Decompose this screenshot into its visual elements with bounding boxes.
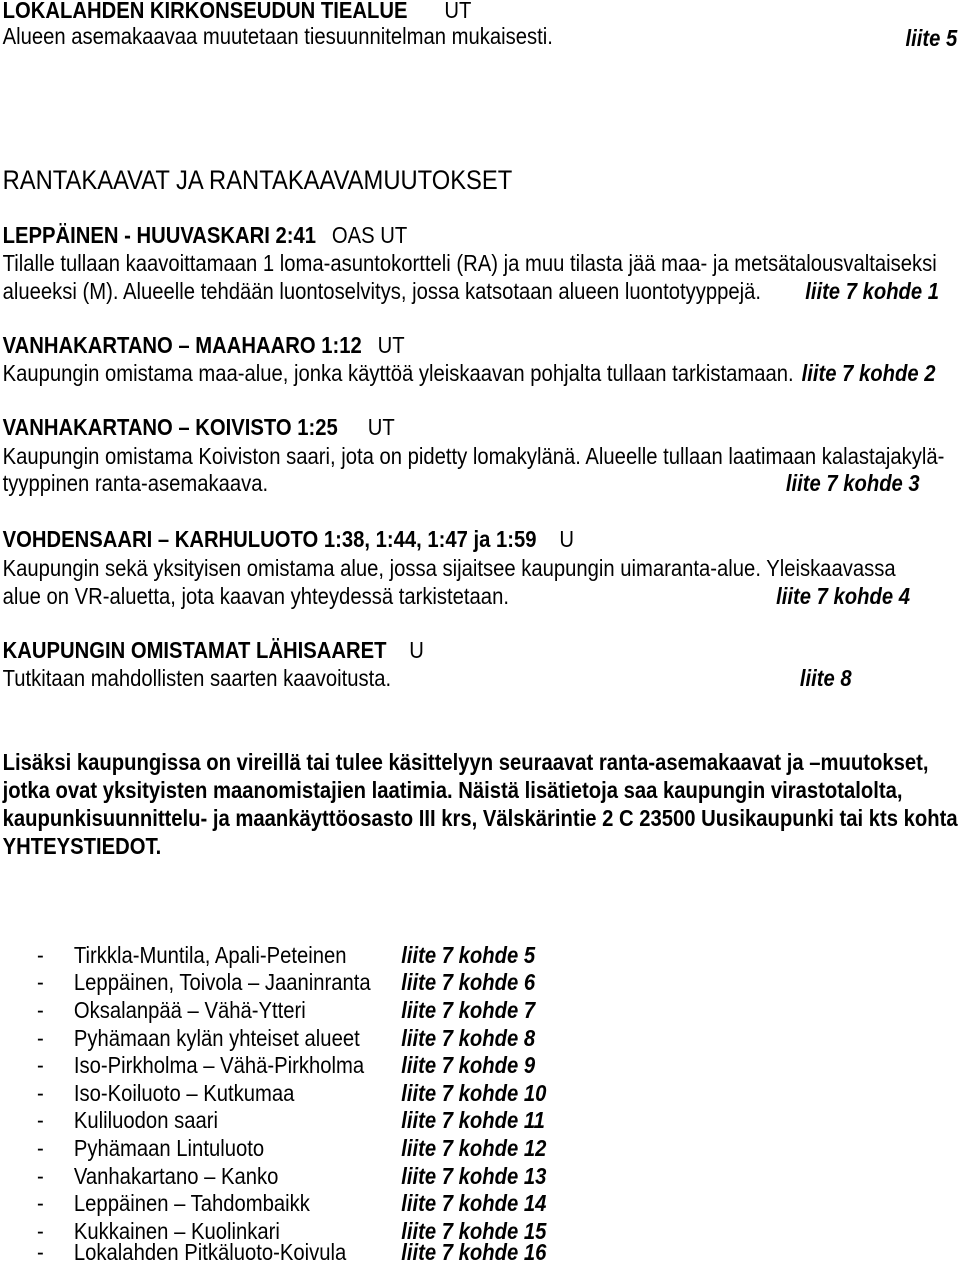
list-item-name: Tirkkla-Muntila, Apali-Peteinen [73, 942, 347, 968]
item-3-title-row [3, 414, 395, 441]
list-dash: - [36, 1218, 44, 1244]
list-item-name: Vanhakartano – Kanko [73, 1163, 279, 1189]
item-3-title: VANHAKARTANO – KOIVISTO 1:25 [2, 414, 338, 440]
list-item-ref: liite 7 kohde 14 [401, 1190, 547, 1216]
list-item-ref: liite 7 kohde 13 [401, 1163, 547, 1189]
item-1-line-2: alueeksi (M). Alueelle tehdään luontoselvitys, jossa katsotaan alueen luontotyyppejä. [2, 278, 761, 304]
item-4-ref: liite 7 kohde 4 [776, 583, 911, 609]
list-dash: - [36, 1080, 44, 1106]
list-dash: - [36, 942, 44, 968]
item-4-line-2: alue on VR-aluetta, jota kaavan yhteydessä tarkistetaan. [2, 583, 509, 609]
item-5-ref: liite 8 [799, 665, 852, 691]
list-dash: - [36, 1107, 44, 1133]
list-item-ref: liite 7 kohde 15 [401, 1218, 547, 1244]
note-line-1: Lisäksi kaupungissa on vireillä tai tulee käsittelyyn seuraavat ranta-asemakaavat ja –muutokset, [2, 749, 929, 775]
list-dash: - [36, 1135, 44, 1161]
note-line-4: YHTEYSTIEDOT. [2, 833, 162, 859]
list-item-name: Lokalahden Pitkäluoto-Koivula [73, 1239, 347, 1265]
item-1-line-1: Tilalle tullaan kaavoittamaan 1 loma-asuntokortteli (RA) ja muu tilasta jää maa- ja metsätalousvaltaiseksi [2, 250, 937, 276]
list-item-name: Pyhämaan kylän yhteiset alueet [73, 1025, 360, 1051]
item-2-ref: liite 7 kohde 2 [801, 360, 936, 386]
item-4-tag: U [559, 526, 575, 552]
list-dash: - [36, 1052, 44, 1078]
item-2-title: VANHAKARTANO – MAAHAARO 1:12 [2, 332, 362, 358]
list-dash: - [36, 1239, 44, 1265]
item-4-title-row [3, 526, 574, 553]
list-item-ref: liite 7 kohde 9 [401, 1052, 536, 1078]
item-4-title: VOHDENSAARI – KARHULUOTO 1:38, 1:44, 1:47 ja 1:59 [2, 526, 537, 552]
top-tag: UT [444, 0, 472, 23]
list-item-ref: liite 7 kohde 10 [401, 1080, 547, 1106]
list-dash: - [36, 1190, 44, 1216]
note-line-2: jotka ovat yksityisten maanomistajien laatimia. Näistä lisätietoja saa kaupungin virastotalolta, [2, 777, 903, 803]
list-item-ref: liite 7 kohde 16 [401, 1239, 547, 1265]
item-1-title-row [3, 222, 408, 249]
item-2-title-row [3, 332, 405, 359]
list-item-ref: liite 7 kohde 6 [401, 969, 536, 995]
item-5-line-1: Tutkitaan mahdollisten saarten kaavoitusta. [2, 665, 392, 691]
list-item-ref: liite 7 kohde 8 [401, 1025, 536, 1051]
item-5-title-row [3, 637, 424, 664]
list-item-name: Leppäinen, Toivola – Jaaninranta [73, 969, 371, 995]
list-item-name: Kukkainen – Kuolinkari [73, 1218, 280, 1244]
item-3-tag: UT [367, 414, 395, 440]
list-item-name: Oksalanpää – Vähä-Ytteri [73, 997, 306, 1023]
item-5-tag: U [409, 637, 424, 663]
item-4-line-1: Kaupungin sekä yksityisen omistama alue, jossa sijaitsee kaupungin uimaranta-alue. Yleiskaavassa [2, 555, 896, 581]
item-5-title: KAUPUNGIN OMISTAMAT LÄHISAARET [2, 637, 387, 663]
list-item-name: Leppäinen – Tahdombaikk [73, 1190, 310, 1216]
note-line-3: kaupunkisuunnittelu- ja maankäyttöosasto III krs, Välskärintie 2 C 23500 Uusikaupunki tai kts kohta [2, 805, 958, 831]
list-item-ref: liite 7 kohde 7 [401, 997, 536, 1023]
item-2-line-1: Kaupungin omistama maa-alue, jonka käyttöä yleiskaavan pohjalta tullaan tarkistamaan. [2, 360, 794, 386]
list-item-ref: liite 7 kohde 12 [401, 1135, 547, 1161]
item-3-line-2: tyyppinen ranta-asemakaava. [2, 470, 269, 496]
list-item-name: Iso-Koiluoto – Kutkumaa [73, 1080, 295, 1106]
top-text: Alueen asemakaavaa muutetaan tiesuunnitelman mukaisesti. [2, 23, 553, 49]
list-item-name: Pyhämaan Lintuluoto [73, 1135, 265, 1161]
item-2-tag: UT [377, 332, 405, 358]
list-item-ref: liite 7 kohde 11 [401, 1107, 545, 1133]
list-item-name: Kuliluodon saari [73, 1107, 218, 1133]
list-item-ref: liite 7 kohde 5 [401, 942, 536, 968]
list-dash: - [36, 1025, 44, 1051]
item-3-line-1: Kaupungin omistama Koiviston saari, jota on pidetty lomakylänä. Alueelle tullaan laatimaan kalastajakylä- [2, 443, 945, 469]
list-dash: - [36, 997, 44, 1023]
item-1-ref: liite 7 kohde 1 [805, 278, 940, 304]
list-dash: - [36, 969, 44, 995]
section-heading: RANTAKAAVAT JA RANTAKAAVAMUUTOKSET [2, 165, 513, 195]
item-1-title: LEPPÄINEN - HUUVASKARI 2:41 [2, 222, 317, 248]
item-1-tag: OAS UT [331, 222, 408, 248]
item-3-ref: liite 7 kohde 3 [785, 470, 920, 496]
list-dash: - [36, 1163, 44, 1189]
list-item-name: Iso-Pirkholma – Vähä-Pirkholma [73, 1052, 365, 1078]
top-title-row [3, 0, 472, 24]
top-ref: liite 5 [905, 25, 958, 51]
top-title: LOKALAHDEN KIRKONSEUDUN TIEALUE [2, 0, 408, 23]
